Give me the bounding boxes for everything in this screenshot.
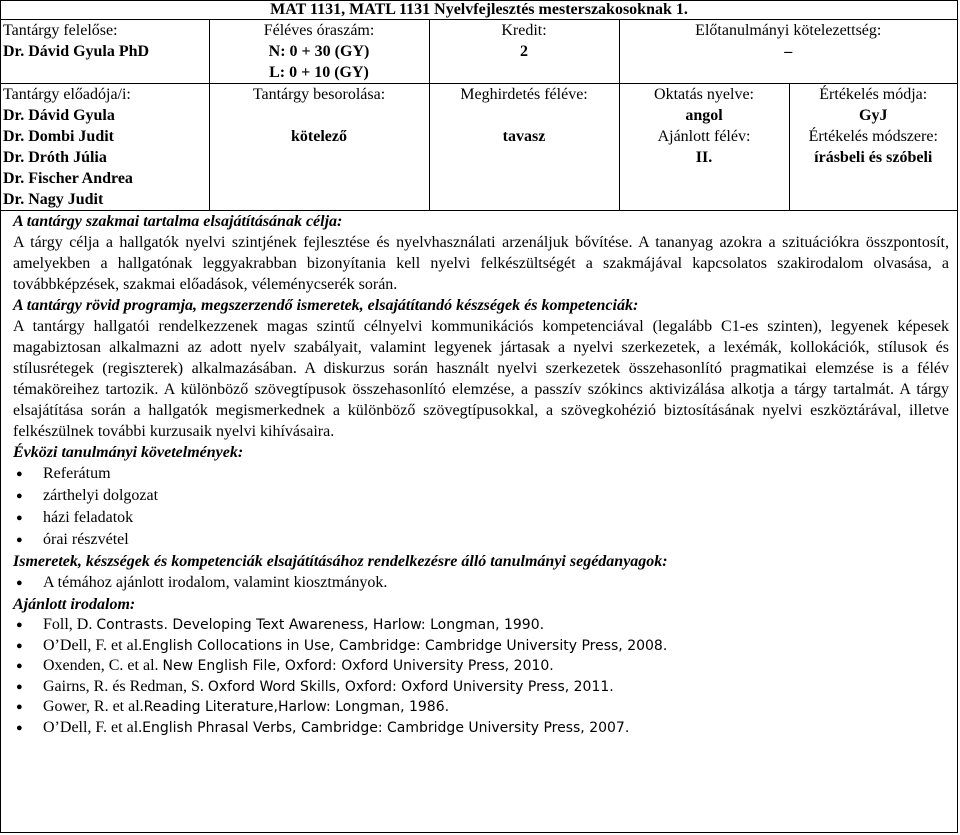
cel-heading: A tantárgy szakmai tartalma elsajátításának célja: [13,213,343,230]
list-item: ● Referátum [43,463,949,485]
ref-title: New English File, Oxford: Oxford University Press, 2010. [162,658,554,674]
irodalom-heading: Ajánlott irodalom: [13,596,136,613]
kredit-label: Kredit: [501,22,547,39]
besorolas-label: Tantárgy besorolása: [252,86,386,103]
kredit-cell [429,20,619,84]
eloado-name: Dr. Dávid Gyula [3,107,115,124]
course-body [1,211,957,738]
segedanyag-list [13,572,949,594]
course-info-table [1,20,957,211]
ref-author: O’Dell, F. et al. [43,718,143,736]
eloado-name: Dr. Dombi Judit [3,128,114,145]
elotanulmanyi-cell [619,20,957,84]
eloado-name: Dr. Fischer Andrea [3,170,133,187]
felelos-cell [1,20,209,84]
list-item: ● zárthelyi dolgozat [43,485,949,507]
felelos-label: Tantárgy felelőse: [3,22,118,39]
list-item [43,718,949,739]
list-item [43,656,949,677]
ref-title: Reading Literature,Harlow: Longman, 1986. [143,699,450,715]
felelos-name: Dr. Dávid Gyula PhD [3,43,150,60]
ref-author: Gower, R. et al. [43,698,144,715]
ref-title: Contrasts. Developing Text Awareness, Harlow: Longman, 1990. [96,617,545,633]
ref-title: Oxford Word Skills, Oxford: Oxford University Press, 2011. [207,678,614,695]
besorolas-cell [209,84,429,211]
ref-author: Foll, D. [43,616,97,633]
meghirdetes-cell [429,84,619,211]
kovetelmeny-list [13,463,949,551]
irodalom-list [13,615,949,738]
meghirdetes-value: tavasz [502,128,546,145]
ertekeles-modszer-label: Értékelés módszere: [808,128,938,145]
ertekeles-mod-label: Értékelés módja: [819,86,928,103]
eloado-cell [1,84,209,211]
nyelv-value: angol [685,107,723,124]
ref-title: English Collocations in Use, Cambridge: Cambridge University Press, 2008. [142,637,668,654]
oraszam-l: L: 0 + 10 (GY) [269,64,369,81]
cel-text: A tárgy célja a hallgatók nyelvi szintjének fejlesztése és nyelvhasználati arzenáljuk bővítése. A tananyag azokra a szituációkra összpontosít, amelyekben a hallgatónak leggyakrabban bizonyítania kell nyelvi felkészültségét a szakmájával kapcsolatos szakirodalom olvasása, a továbbképzések, szakmai előadások, véleménycserék során. [13,234,949,293]
ertekeles-mod-value: GyJ [859,107,888,124]
program-text: A tantárgy hallgatói rendelkezzenek magas szintű célnyelvi kommunikációs kompetenciával (legalább C1-es szinten), legyenek képesek magabiztosan alkalmazni az adott nyelv szabályait, valamint legyenek jártasak a nyelvi szerkezetek, a lexémák, kollokációk, stílusok és stílusrétegek (regiszterek) alkalmazásában. A diskurzus során használt nyelvi szerkezetek összehasonlító pragmatikai elemzése is a félév témaköreihez tartozik. A különböző szövegtípusok összehasonlító elemzése, a passzív szókincs aktivizálása alkotja a tárgy tartalmát. A tárgy elsajátítása során a hallgatók megismerkednek a különböző szövegtípusokkal, a szövegkohézió biztosításának nyelvi eszköztárával, illetve felkészülnek további kurzusaik nyelvi kihívásaira. [13,318,949,440]
program-heading: A tantárgy rövid programja, megszerzendő ismeretek, elsajátítandó készségek és kompetenciák: [13,297,639,314]
ajanlott-value: II. [695,149,713,166]
oraszam-label: Féléves óraszám: [263,22,375,39]
meghirdetes-label: Meghirdetés féléve: [460,86,588,103]
kovetelmeny-heading: Évközi tanulmányi követelmények: [13,444,244,461]
list-item [43,636,949,657]
eloado-name: Dr. Dróth Júlia [3,149,107,166]
ref-author: Oxenden, C. et al. [43,657,163,674]
segedanyag-heading: Ismeretek, készségek és kompetenciák elsajátításához rendelkezésre álló tanulmányi segédanyagok: [13,553,668,570]
list-item: ● A témához ajánlott irodalom, valamint kiosztmányok. [43,572,949,594]
nyelv-label: Oktatás nyelve: [654,86,754,103]
ajanlott-label: Ajánlott félév: [657,128,751,145]
elotanulmanyi-label: Előtanulmányi kötelezettség: [695,22,882,39]
list-item [43,677,949,698]
elotanulmanyi-value: – [784,43,793,60]
ref-author: O’Dell, F. et al. [43,636,143,654]
besorolas-value: kötelező [291,128,347,145]
ertekeles-cell [789,84,957,211]
nyelv-cell [619,84,789,211]
kredit-value: 2 [520,43,528,60]
eloado-label: Tantárgy előadója/i: [3,86,131,103]
list-item [43,615,949,636]
ref-author: Gairns, R. és Redman, S. [43,677,208,695]
list-item [43,697,949,718]
ertekeles-modszer-value: írásbeli és szóbeli [814,149,933,166]
eloado-name: Dr. Nagy Judit [3,191,104,208]
list-item: ● házi feladatok [43,507,949,529]
course-title: MAT 1131, MATL 1131 Nyelvfejlesztés mesterszakosoknak 1. [1,1,957,20]
list-item: ● órai részvétel [43,529,949,551]
oraszam-n: N: 0 + 30 (GY) [268,43,370,60]
oraszam-cell [209,20,429,84]
ref-title: English Phrasal Verbs, Cambridge: Cambridge University Press, 2007. [142,719,630,736]
